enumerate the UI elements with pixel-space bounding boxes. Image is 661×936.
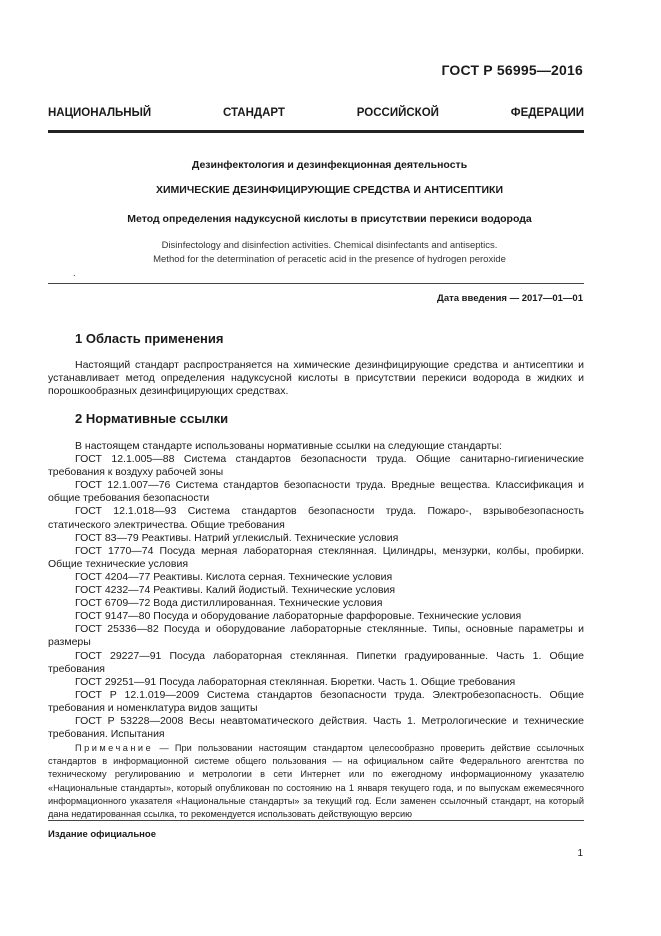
official-edition-label: Издание официальное	[48, 829, 156, 840]
reference-item: ГОСТ 12.1.018—93 Система стандартов безопасности труда. Пожаро-, взрывобезопасность статического электричества. Общие требования	[48, 505, 584, 531]
reference-item: ГОСТ 1770—74 Посуда мерная лабораторная стеклянная. Цилиндры, мензурки, колбы, пробирки. Общие технические условия	[48, 544, 584, 570]
title-ru-line3: Метод определения надуксусной кислоты в присутствии перекиси водорода	[127, 213, 532, 225]
header-rule	[48, 130, 584, 133]
reference-item: ГОСТ 12.1.005—88 Система стандартов безопасности труда. Общие санитарно-гигиенические требования к воздуху рабочей зоны	[48, 453, 584, 479]
footer-rule	[48, 820, 584, 821]
title-en-line2: Method for the determination of peracetic acid in the presence of hydrogen peroxide	[153, 254, 506, 265]
reference-item: ГОСТ Р 53228—2008 Весы неавтоматического действия. Часть 1. Метрологические и технические требования. Испытания	[48, 714, 584, 741]
reference-item: ГОСТ 4232—74 Реактивы. Калий йодистый. Технические условия	[75, 584, 396, 597]
reference-item: ГОСТ 12.1.007—76 Система стандартов безопасности труда. Вредные вещества. Классификация и общие требования безопасности	[48, 479, 584, 505]
standard-code: ГОСТ Р 56995—2016	[441, 62, 583, 78]
page-number: 1	[577, 848, 583, 859]
note-label: Примечание	[75, 743, 154, 753]
section-2-heading: 2 Нормативные ссылки	[75, 411, 229, 426]
note-paragraph	[48, 742, 584, 821]
section-1-text	[48, 359, 584, 399]
reference-item: ГОСТ 6709—72 Вода дистиллированная. Технические условия	[75, 597, 383, 610]
reference-item: ГОСТ Р 12.1.019—2009 Система стандартов безопасности труда. Электробезопасность. Общие требования и номенклатура видов защиты	[48, 688, 584, 714]
title-dot: .	[73, 268, 76, 278]
references-list	[48, 440, 584, 741]
title-ru-line1: Дезинфектология и дезинфекционная деятельность	[191, 159, 468, 171]
note-text: — При пользовании настоящим стандартом целесообразно проверить действие ссылочных стандартов в информационной системе общего пользования — на официальном сайте Федерального агентства по техническому регулированию и метрологии в сети Интернет или по ежегодному информационному указателю «Национальные стандарты», который опубликован по состоянию на 1 января текущего года, и по выпускам ежемесячного информационного указателя «Национальные стандарты» за текущий год. Если заменен ссылочный стандарт, на который дана недатированная ссылка, то рекомендуется использовать действующую версию	[48, 743, 584, 820]
section-1-heading: 1 Область применения	[75, 331, 224, 346]
title-en-line1: Disinfectology and disinfection activities. Chemical disinfectants and antiseptics.	[161, 240, 498, 251]
reference-item: ГОСТ 25336—82 Посуда и оборудование лабораторные стеклянные. Типы, основные параметры и размеры	[48, 623, 584, 649]
references-intro: В настоящем стандарте использованы нормативные ссылки на следующие стандарты:	[75, 440, 502, 452]
reference-item: ГОСТ 4204—77 Реактивы. Кислота серная. Технические условия	[75, 570, 393, 583]
title-ru-line2: ХИМИЧЕСКИЕ ДЕЗИНФИЦИРУЮЩИЕ СРЕДСТВА И АНТИСЕПТИКИ	[156, 184, 503, 196]
title-rule	[48, 283, 584, 284]
reference-item: ГОСТ 29227—91 Посуда лабораторная стеклянная. Пипетки градуированные. Часть 1. Общие требования	[48, 649, 584, 675]
reference-item: ГОСТ 83—79 Реактивы. Натрий углекислый. Технические условия	[75, 531, 399, 544]
section-1-paragraph: Настоящий стандарт распространяется на химические дезинфицирующие средства и антисептики и устанавливает метод определения надуксусной кислоты в присутствии перекиси водорода в жидких и порошкообразных дезинфицирующих средствах.	[48, 359, 584, 398]
reference-item: ГОСТ 9147—80 Посуда и оборудование лабораторные фарфоровые. Технические условия	[75, 610, 522, 623]
reference-item: ГОСТ 29251—91 Посуда лабораторная стеклянная. Бюретки. Часть 1. Общие требования	[75, 675, 516, 688]
introduction-date: Дата введения — 2017—01—01	[437, 293, 583, 304]
national-standard-banner: НАЦИОНАЛЬНЫЙ СТАНДАРТ РОССИЙСКОЙ ФЕДЕРАЦИИ	[48, 107, 584, 119]
